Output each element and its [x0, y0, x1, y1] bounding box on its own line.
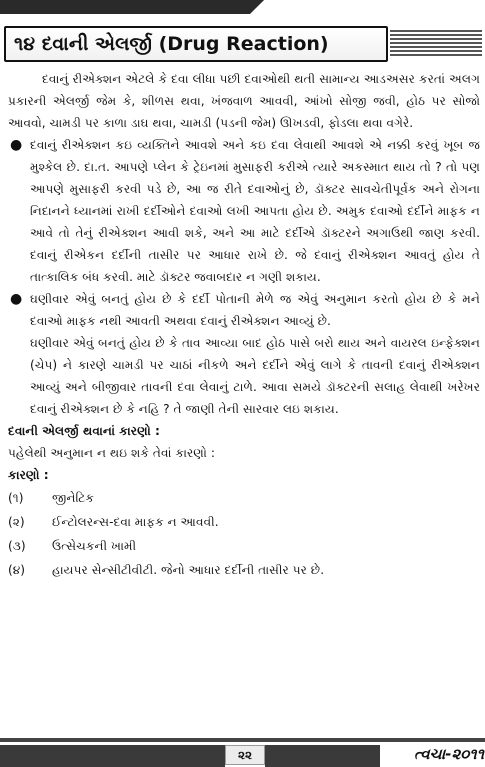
reason-number: (૨): [8, 515, 25, 529]
footer-publication-title: ત્વચા-૨૦૧૧: [413, 745, 484, 763]
bullet-text: ઘણીવાર એવું બનતું હોય છે કે દર્દી પોતાની મેળે જ એવું અનુમાન કરતો હોય છે કે મને દવાઓ માફક નથી આવતી અથવા દવાનું રીએક્શન આવ્યું છે.: [30, 292, 480, 328]
reasons-heading: કારણો :: [8, 468, 49, 482]
fever-paragraph: ઘણીવાર એવું બનતું હોય છે કે તાવ આવ્યા બાદ હોઠ પાસે બરો થાય અને વાયરલ ઇન્ફેક્શન (ચેપ) ને કારણે ચામડી પર ચાઠાં નીકળે અને દર્દીને એવું લાગે કે તાવની દવાનું રીએક્શન આવ્યું અને બીજીવાર તાવની દવા લેવાનું ટાળે. આવા સમયે ડૉક્ટરની સલાહ લેવાથી ખરેખર દવાનું રીએક્શન છે કે નહિ ? તે જાણી તેની સારવાર લઇ શકાય.: [30, 336, 480, 416]
bullet-item: [8, 134, 480, 288]
reason-number: (૩): [8, 539, 26, 553]
causes-heading: દવાની એલર્જી થવાનાં કારણો :: [8, 424, 160, 438]
title-stripes-decoration: [390, 30, 482, 58]
chapter-title-row: [0, 22, 485, 70]
chapter-title: ૧૪ દવાની એલર્જી (Drug Reaction): [14, 33, 329, 55]
reason-list-item: [8, 534, 480, 558]
bullet-item: [8, 288, 480, 332]
header-dark-band: [0, 0, 485, 14]
causes-subtext: પહેલેથી અનુમાન ન થઇ શકે તેવાં કારણો :: [8, 446, 215, 460]
article-body: [8, 68, 480, 582]
bullet-text: દવાનું રીએક્શન કઇ વ્યક્તિને આવશે અને કઇ દવા લેવાથી આવશે એ નક્કી કરવું ખૂબ જ મુશ્કેલ છે. દા.ત. આપણે પ્લેન કે ટ્રેઇનમાં મુસાફરી કરીએ ત્યારે અકસ્માત થાય તો ? તો પણ આપણે મુસાફરી કરવી પડે છે, આ જ રીતે દવાઓનું છે, ડૉક્ટર સાવચેતીપૂર્વક અને રોગના નિદાનને ધ્યાનમાં રાખી દર્દીઓને દવાઓ લખી આપતા હોય છે. અમુક દવાઓ દર્દીને માફક ન આવે તો તેનું રીએક્શન આવી શકે, અને આ માટે દર્દીએ ડૉક્ટરને અગાઉથી જાણ કરવી. દવાનું રીએકન દર્દીની તાસીર પર આધાર રાખે છે. જે દવાનું રીએક્શન આવતું હોય તે તાત્કાલિક બંધ કરવી. માટે ડૉક્ટર જવાબદાર ન ગણી શકાય.: [30, 138, 480, 284]
footer-mid-band: [265, 745, 380, 767]
reason-list-item: [8, 558, 480, 582]
bullet-icon: ●: [10, 137, 23, 153]
bullet-icon: ●: [10, 291, 23, 307]
reason-text: ઈન્ટોલરન્સ-દવા માફક ન આવવી.: [52, 515, 219, 529]
page-number: ૨૨: [225, 745, 265, 765]
reason-text: જીનેટિક: [52, 491, 94, 505]
reason-list-item: [8, 486, 480, 510]
header-band-notch: [250, 0, 485, 14]
reason-list-item: [8, 510, 480, 534]
footer-left-band: [0, 745, 225, 767]
reason-number: (૪): [8, 563, 26, 577]
intro-paragraph: દવાનું રીએક્શન એટલે કે દવા લીધા પછી દવાઓથી થતી સામાન્ય આડઅસર કરતાં અલગ પ્રકારની એલર્જી જેમ કે, શીળસ થવા, ખંજવાળ આવવી, આંખો સોજી જવી, હોઠ પર સોજો આવવો, ચામડી પર કાળા ડાઘ થવા, ચામડી (પડની જેમ) ઊખડવી, ફોડલા થવા વગેરે.: [8, 72, 480, 130]
chapter-title-box: [4, 26, 388, 62]
reason-text: ઉત્સેચકની ખામી: [52, 539, 137, 553]
reason-text: હાયપર સેન્સીટીવીટી. જેનો આધાર દર્દીની તાસીર પર છે.: [52, 563, 325, 577]
reason-number: (૧): [8, 491, 24, 505]
